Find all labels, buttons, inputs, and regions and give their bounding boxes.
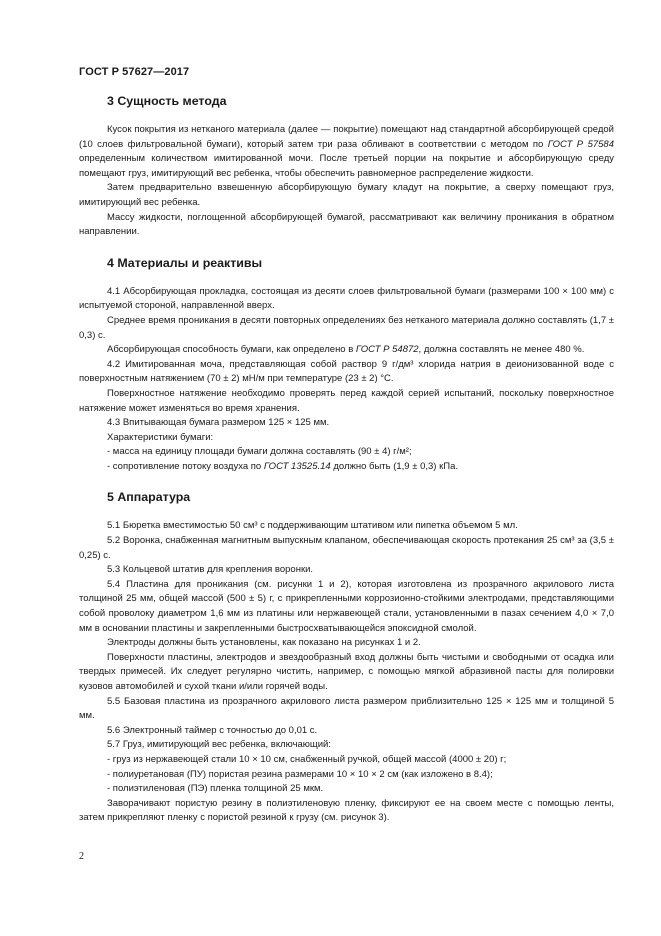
section-3-paragraph-1: Кусок покрытия из нетканого материала (далее — покрытие) помещают над стандартной абсорбирующей средой (10 слоев фильтровальной бумаги), который затем три раза обливают в соответствии с методом по ГОСТ Р 57584 определенным количеством имитированной мочи. После третьей порции на покрытие и абсорбирующую среду помещают груз, имитирующий вес ребенка, чтобы обеспечить равномерное распределение жидкости.: [79, 124, 614, 179]
section-5-list-item-3: - полиэтиленовая (ПЭ) пленка толщиной 25 мкм.: [107, 783, 324, 795]
section-4-paragraph-3: Абсорбирующая способность бумаги, как определено в ГОСТ Р 54872, должна составлять не менее 480 %.: [107, 344, 585, 356]
section-5-paragraph-3: 5.3 Кольцевой штатив для крепления воронки.: [107, 564, 314, 576]
section-4-list-item-1: - масса на единицу площади бумаги должна составлять (90 ± 4) г/м²;: [107, 446, 412, 458]
section-5-paragraph-5: Электроды должны быть установлены, как показано на рисунках 1 и 2.: [107, 637, 421, 649]
section-5-list-item-2: - полиуретановая (ПУ) пористая резина размерами 10 × 10 × 2 см (как изложено в 8.4);: [107, 768, 493, 780]
standard-reference: ГОСТ Р 54872: [355, 344, 419, 356]
page-content: [79, 93, 614, 826]
page-number: 2: [79, 851, 84, 862]
section-4-paragraph-4: 4.2 Имитированная моча, представляющая собой раствор 9 г/дм³ хлорида натрия в деионизованной воде с поверхностным натяжением (70 ± 2) мН/м при температуре (23 ± 2) °С.: [79, 358, 614, 385]
section-4-title: 4 Материалы и реактивы: [107, 255, 263, 270]
section-5-paragraph-10: Заворачивают пористую резину в полиэтиленовую пленку, фиксируют ее на своем месте с помощью ленты, затем прикрепляют пленку с пористой резиной к грузу (см. рисунок 3).: [79, 797, 614, 824]
section-3-paragraph-2: Затем предварительно взвешенную абсорбирующую бумагу кладут на покрытие, а сверху помещают груз, имитирующий вес ребенка.: [79, 182, 614, 208]
section-4-paragraph-6: 4.3 Впитывающая бумага размером 125 × 125 мм.: [107, 417, 330, 429]
section-5-paragraph-8: 5.6 Электронный таймер с точностью до 0,01 с.: [107, 724, 318, 736]
standard-reference: ГОСТ 13525.14: [263, 460, 331, 472]
section-5-paragraph-7: 5.5 Базовая пластина из прозрачного акрилового листа размером приблизительно 125 × 125 мм и толщиной 5 мм.: [79, 695, 614, 722]
standard-reference: ГОСТ Р 57584: [547, 138, 614, 150]
section-4-paragraph-7: Характеристики бумаги:: [107, 431, 214, 443]
document-header: ГОСТ Р 57627—2017: [79, 66, 190, 78]
section-5-paragraph-9: 5.7 Груз, имитирующий вес ребенка, включающий:: [107, 739, 332, 751]
section-5-list-item-1: - груз из нержавеющей стали 10 × 10 см, снабженный ручкой, общей массой (4000 ± 20) г;: [107, 753, 507, 765]
section-4-paragraph-1: 4.1 Абсорбирующая прокладка, состоящая из десяти слоев фильтровальной бумаги (размерами 100 × 100 мм) с испытуемой стороной, направленной вверх.: [79, 285, 614, 312]
section-4-list-item-2: - сопротивление потоку воздуха по ГОСТ 13525.14 должно быть (1,9 ± 0,3) кПа.: [107, 460, 459, 472]
section-3-title: 3 Сущность метода: [107, 94, 227, 108]
section-5-paragraph-2: 5.2 Воронка, снабженная магнитным выпускным клапаном, обеспечивающая скорость протекания 25 см³ за (3,5 ± 0,25) с.: [79, 535, 614, 561]
section-5-paragraph-1: 5.1 Бюретка вместимостью 50 см³ с поддерживающим штативом или пипеткa объемом 5 мл.: [107, 520, 518, 532]
section-4-paragraph-2: Среднее время проникания в десяти повторных определениях без нетканого материала должно составлять (1,7 ± 0,3) с.: [79, 314, 614, 341]
section-5-paragraph-4: 5.4 Пластина для проникания (см. рисунки 1 и 2), которая изготовлена из прозрачного акрилового листа толщиной 25 мм, общей массой (500 ± 5) г, с прикрепленными коррозионно-стойкими электродами, представляющими собой проволоку диаметром 1,6 мм из платины или нержавеющей стали, установленными в пазах сечением 4,0 × 7,0 мм в основании пластины и закрепленными быстросхватывающейся эпоксидной смолой.: [79, 578, 614, 634]
section-4-paragraph-5: Поверхностное натяжение необходимо проверять перед каждой серией испытаний, поскольку поверхностное натяжение может изменяться во время хранения.: [79, 387, 614, 414]
section-5-title: 5 Аппаратура: [107, 490, 191, 505]
section-5-paragraph-6: Поверхности пластины, электродов и звездообразный вход должны быть чистыми и свободными от осадка или твердых примесей. Их следует регулярно чистить, например, с помощью мягкой абразивной пасты для полировки кузовов автомобилей и сухой ткани и/или горячей воды.: [79, 651, 614, 692]
section-3-paragraph-3: Массу жидкости, поглощенной абсорбирующей бумагой, рассматривают как величину проникания в обратном направлении.: [79, 211, 614, 238]
